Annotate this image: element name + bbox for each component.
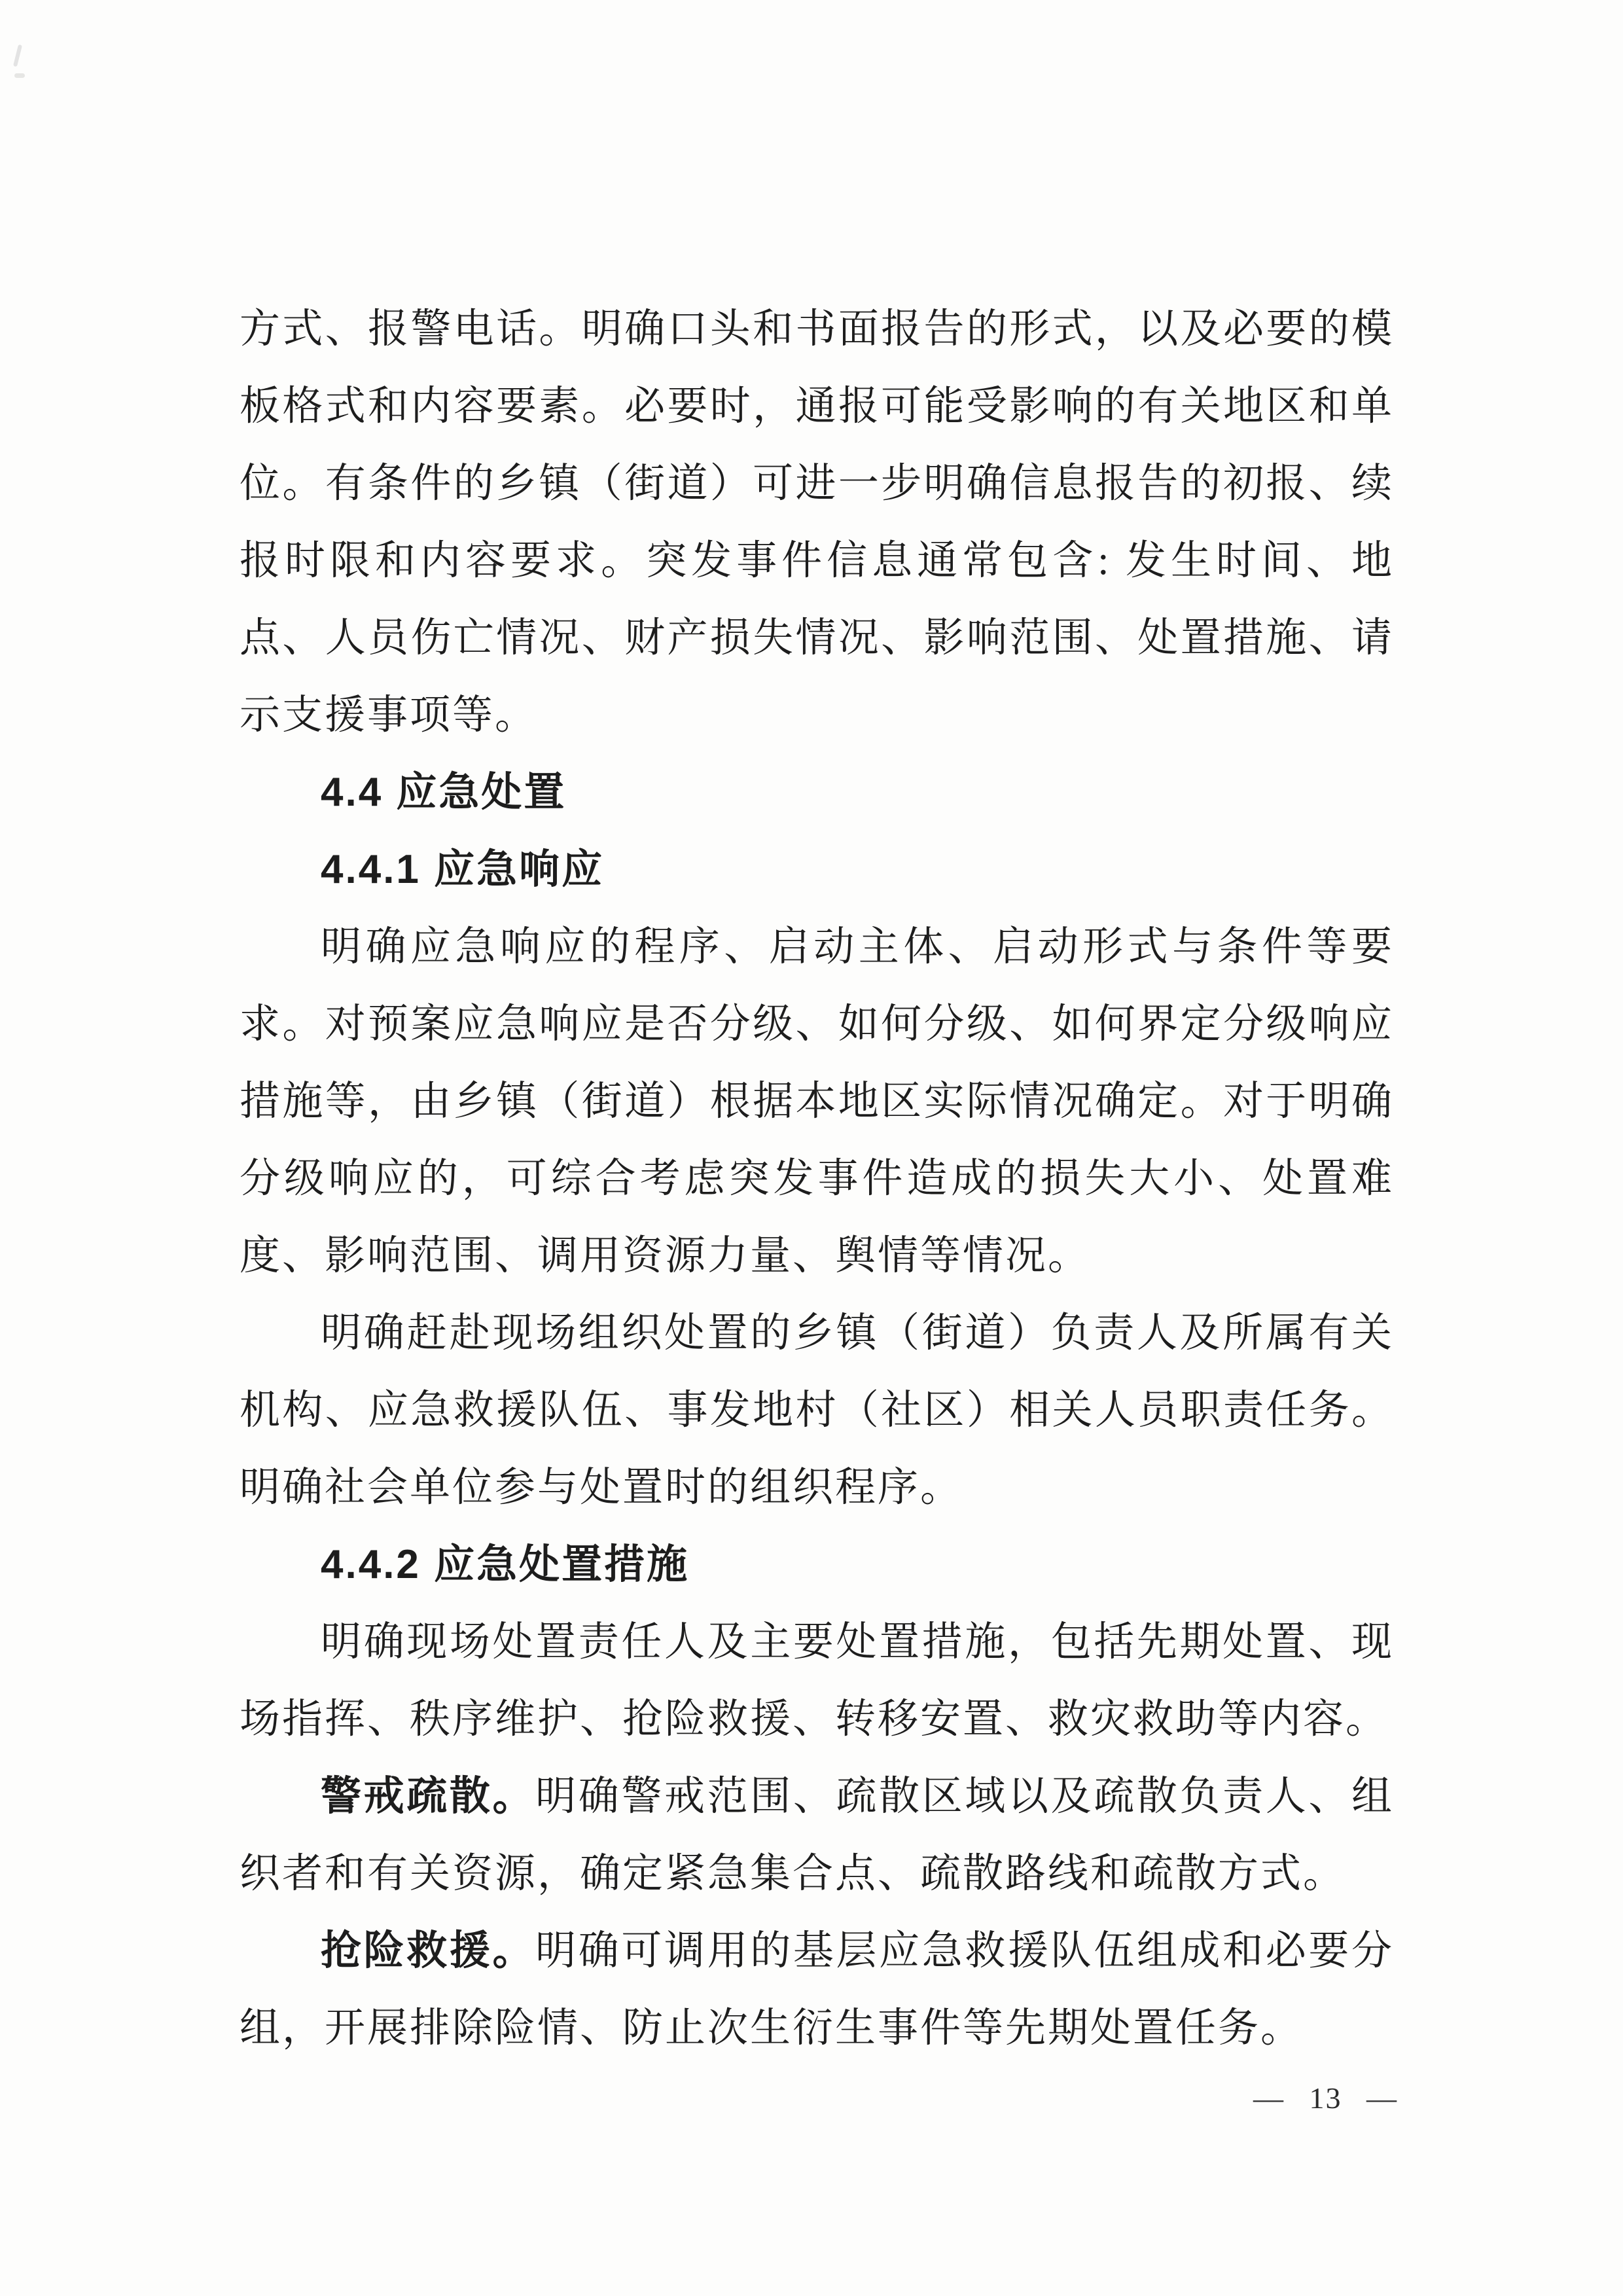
paragraph-disposal-measures: 明确现场处置责任人及主要处置措施，包括先期处置、现场指挥、秩序维护、抢险救援、转移安置、救灾救助等内容。 <box>240 1620 1394 1742</box>
section-heading-4-4: 4.4 应急处置 <box>321 770 567 815</box>
paragraph-lead-cordon-evacuation: 警戒疏散。 <box>321 1774 536 1819</box>
document-body <box>240 291 1394 2067</box>
paragraph-onsite-duties: 明确赶赴现场组织处置的乡镇（街道）负责人及所属有关机构、应急救援队伍、事发地村（社区）相关人员职责任务。明确社会单位参与处置时的组织程序。 <box>240 1311 1394 1510</box>
scan-artifact <box>13 45 22 67</box>
paragraph-report-format: 方式、报警电话。明确口头和书面报告的形式，以及必要的模板格式和内容要素。必要时，通报可能受影响的有关地区和单位。有条件的乡镇（街道）可进一步明确信息报告的初报、续报时限和内容要求。突发事件信息通常包含: 发生时间、地点、人员伤亡情况、财产损失情况、影响范围、处置措施、请示支援事项等。 <box>240 307 1394 738</box>
paragraph-rescue <box>240 1912 1394 2067</box>
paragraph-lead-rescue: 抢险救援。 <box>321 1928 536 1973</box>
scan-artifact <box>14 73 25 78</box>
paragraph-rest-rescue: 明确可调用的基层应急救援队伍组成和必要分组，开展排除险情、防止次生衍生事件等先期处置任务。 <box>240 1929 1394 2051</box>
paragraph-cordon-evacuation <box>240 1758 1394 1912</box>
section-heading-4-4-2: 4.4.2 应急处置措施 <box>321 1542 690 1587</box>
paragraph-response-grading: 明确应急响应的程序、启动主体、启动形式与条件等要求。对预案应急响应是否分级、如何分级、如何界定分级响应措施等，由乡镇（街道）根据本地区实际情况确定。对于明确分级响应的，可综合考虑突发事件造成的损失大小、处置难度、影响范围、调用资源力量、舆情等情况。 <box>240 925 1394 1278</box>
page-number: — 13 — <box>1253 2081 1398 2115</box>
paragraph-rest-cordon-evacuation: 明确警戒范围、疏散区域以及疏散负责人、组织者和有关资源，确定紧急集合点、疏散路线和疏散方式。 <box>240 1774 1394 1896</box>
section-heading-4-4-1: 4.4.1 应急响应 <box>321 847 605 892</box>
